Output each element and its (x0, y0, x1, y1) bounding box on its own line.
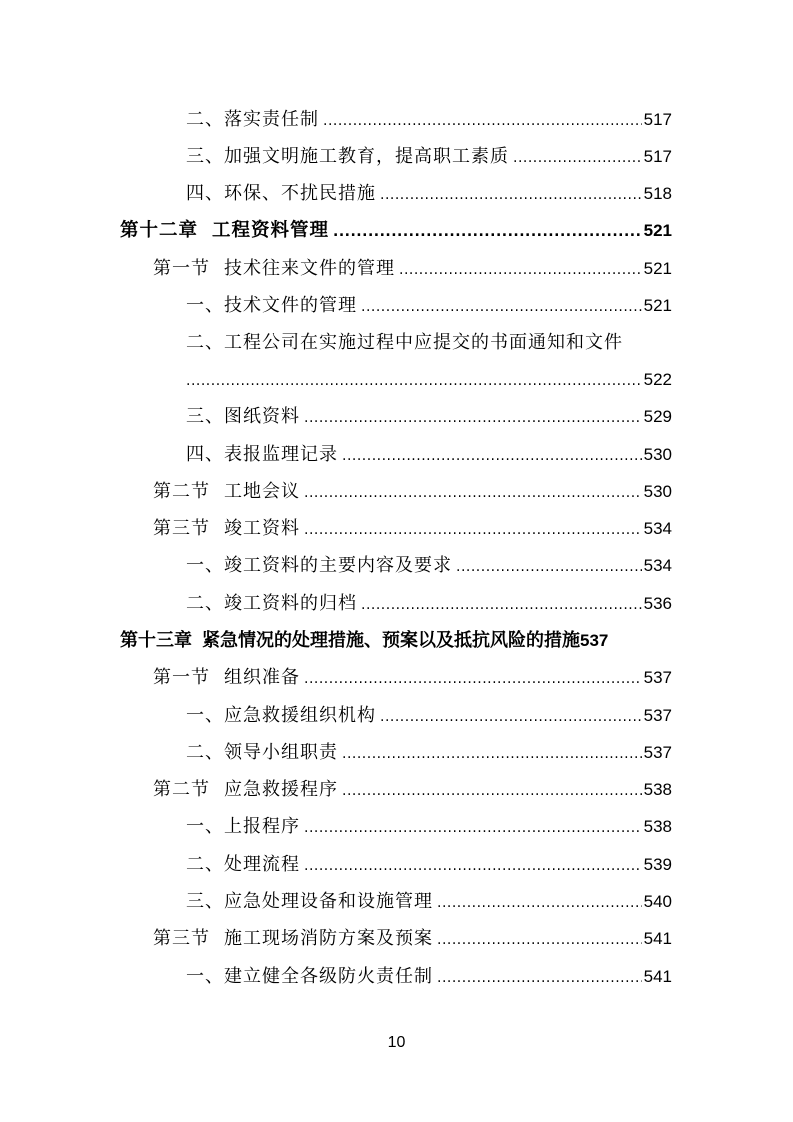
page-number: 10 (387, 1034, 406, 1051)
toc-entry[interactable] (186, 324, 672, 361)
toc-entry[interactable] (186, 734, 672, 771)
toc-section-entry[interactable] (153, 250, 672, 287)
toc-entry-page: 541 (643, 967, 672, 986)
toc-entry-page: 538 (643, 817, 672, 836)
toc-entry[interactable] (186, 883, 672, 920)
toc-entry-label: 三、图纸资料 (186, 406, 300, 427)
toc-entry-page: 537 (643, 706, 672, 725)
toc-entry-page: 522 (643, 370, 672, 389)
toc-entry-label: 一、上报程序 (186, 816, 300, 837)
toc-leader (186, 363, 642, 400)
toc-entry-page: 540 (643, 892, 672, 911)
toc-leader (513, 140, 642, 177)
toc-chapter-number: 第十三章 (120, 630, 192, 651)
toc-leader (304, 848, 642, 885)
toc-entry-page: 537 (580, 631, 609, 650)
toc-entry[interactable] (186, 697, 672, 734)
toc-entry-label: 二、领导小组职责 (186, 742, 338, 763)
toc-entry-page: 534 (643, 556, 672, 575)
toc-entry-page: 538 (643, 780, 672, 799)
toc-leader (342, 736, 642, 773)
toc-entry-page: 529 (643, 407, 672, 426)
toc-section-entry[interactable] (153, 920, 672, 957)
toc-entry-page: 517 (643, 110, 672, 129)
toc-entry-label: 紧急情况的处理措施、预案以及抵抗风险的措施 (202, 630, 580, 651)
toc-entry-label: 技术往来文件的管理 (224, 258, 395, 279)
toc-chapter-entry[interactable] (120, 622, 680, 659)
toc-entry[interactable] (186, 101, 672, 138)
toc-entry-page: 530 (643, 482, 672, 501)
toc-entry-page: 537 (643, 743, 672, 762)
toc-entry-page: 537 (643, 668, 672, 687)
toc-leader (361, 587, 642, 624)
toc-entry-label: 二、工程公司在实施过程中应提交的书面通知和文件 (186, 332, 623, 353)
toc-entry[interactable] (186, 398, 672, 435)
toc-section-entry[interactable] (153, 510, 672, 547)
toc-entry-label: 工程资料管理 (212, 220, 330, 241)
toc-entry[interactable] (186, 585, 672, 622)
toc-section-entry[interactable] (153, 659, 672, 696)
toc-leader (304, 810, 642, 847)
toc-entry[interactable] (186, 846, 672, 883)
toc-leader (304, 475, 642, 512)
toc-entry[interactable] (186, 287, 672, 324)
toc-leader (456, 549, 642, 586)
toc-leader (361, 289, 642, 326)
toc-chapter-number: 第十二章 (120, 220, 199, 241)
toc-entry-page: 521 (643, 221, 672, 240)
toc-leader (333, 214, 642, 251)
toc-entry-label: 一、建立健全各级防火责任制 (186, 966, 433, 987)
toc-entry-page: 517 (643, 147, 672, 166)
toc-entry-label: 施工现场消防方案及预案 (224, 928, 433, 949)
toc-leader (437, 960, 642, 997)
toc-section-entry[interactable] (153, 473, 672, 510)
toc-entry-label: 二、竣工资料的归档 (186, 593, 357, 614)
toc-entry-page: 541 (643, 929, 672, 948)
toc-section-number: 第三节 (153, 928, 210, 949)
toc-entry-label: 四、表报监理记录 (186, 444, 338, 465)
toc-leader (437, 885, 642, 922)
toc-leader (342, 773, 642, 810)
toc-entry[interactable] (186, 138, 672, 175)
toc-entry-page: 521 (643, 296, 672, 315)
toc-section-number: 第一节 (153, 667, 210, 688)
toc-leader (304, 661, 642, 698)
toc-entry-label: 一、应急救援组织机构 (186, 705, 376, 726)
toc-section-number: 第一节 (153, 258, 210, 279)
toc-leader (380, 177, 642, 214)
toc-entry-label: 竣工资料 (224, 518, 300, 539)
toc-entry-label: 一、技术文件的管理 (186, 295, 357, 316)
toc-entry-label: 二、处理流程 (186, 854, 300, 875)
toc-entry-page: 534 (643, 519, 672, 538)
toc-entry-label: 三、应急处理设备和设施管理 (186, 891, 433, 912)
toc-chapter-entry[interactable] (120, 212, 672, 249)
toc-entry-label: 二、落实责任制 (186, 109, 319, 130)
toc-entry-page: 530 (643, 445, 672, 464)
toc-entry-label: 工地会议 (224, 481, 300, 502)
toc-leader (399, 252, 642, 289)
toc-entry-label: 三、加强文明施工教育，提高职工素质 (186, 146, 509, 167)
toc-entry-continuation[interactable] (186, 361, 672, 398)
toc-entry-label: 组织准备 (224, 667, 300, 688)
toc-section-number: 第二节 (153, 481, 210, 502)
toc-leader (342, 438, 642, 475)
toc-entry-page: 518 (643, 184, 672, 203)
toc-entry-label: 一、竣工资料的主要内容及要求 (186, 555, 452, 576)
toc-leader (323, 103, 642, 140)
toc-entry[interactable] (186, 958, 672, 995)
toc-section-number: 第二节 (153, 779, 210, 800)
toc-section-entry[interactable] (153, 771, 672, 808)
toc-entry[interactable] (186, 547, 672, 584)
toc-leader (437, 922, 642, 959)
toc-entry[interactable] (186, 175, 672, 212)
toc-leader (380, 699, 642, 736)
toc-entry-label: 应急救援程序 (224, 779, 338, 800)
toc-leader (304, 400, 642, 437)
toc-entry[interactable] (186, 808, 672, 845)
toc-entry-page: 521 (643, 259, 672, 278)
toc-section-number: 第三节 (153, 518, 210, 539)
toc-entry-page: 536 (643, 594, 672, 613)
toc-entry-label: 四、环保、不扰民措施 (186, 183, 376, 204)
toc-entry[interactable] (186, 436, 672, 473)
toc-leader (304, 512, 642, 549)
toc-entry-page: 539 (643, 855, 672, 874)
